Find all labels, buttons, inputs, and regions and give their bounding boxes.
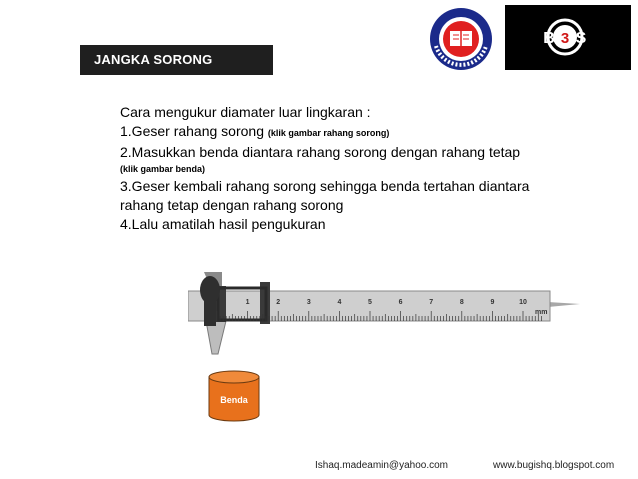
scale-label: 2 <box>276 299 281 306</box>
page-title: JANGKA SORONG <box>80 45 273 75</box>
scale-label: 3 <box>306 299 311 306</box>
step-2: 2.Masukkan benda diantara rahang sorong dengan rahang tetap <box>120 144 521 160</box>
vernier-caliper <box>188 268 580 358</box>
step-3-line-2: rahang tetap dengan rahang sorong <box>120 197 344 213</box>
object-label: Benda <box>220 395 248 405</box>
b3s-logo <box>505 5 631 70</box>
svg-text:3: 3 <box>560 30 570 47</box>
scale-label: 5 <box>368 299 372 306</box>
scale-label: 4 <box>337 299 342 306</box>
scale-label: 6 <box>398 299 403 306</box>
svg-text:S: S <box>575 30 587 47</box>
step-3-line-1: 3.Geser kembali rahang sorong sehingga benda tertahan diantara <box>120 178 530 194</box>
school-logo <box>428 6 494 72</box>
scale-label: 1 <box>245 299 250 306</box>
footer-website: www.bugishq.blogspot.com <box>493 460 615 471</box>
scale-label: 9 <box>490 299 495 306</box>
svg-text:B: B <box>543 30 555 47</box>
object-benda[interactable] <box>208 370 260 422</box>
step-1-text: 1.Geser rahang sorong <box>120 123 264 139</box>
footer-email: Ishaq.madeamin@yahoo.com <box>315 460 448 471</box>
scale-label: 8 <box>459 299 464 306</box>
step-1-hint: (klik gambar rahang sorong) <box>267 128 390 138</box>
step-2-hint: (klik gambar benda) <box>120 164 206 174</box>
step-1 <box>120 122 580 143</box>
scale-label: 10 <box>519 299 527 306</box>
scale-label: 7 <box>429 299 434 306</box>
step-4: 4.Lalu amatilah hasil pengukuran <box>120 216 326 232</box>
instructions-heading: Cara mengukur diamater luar lingkaran : <box>120 104 371 120</box>
unit-label: mm <box>535 309 548 316</box>
instructions <box>120 103 580 234</box>
